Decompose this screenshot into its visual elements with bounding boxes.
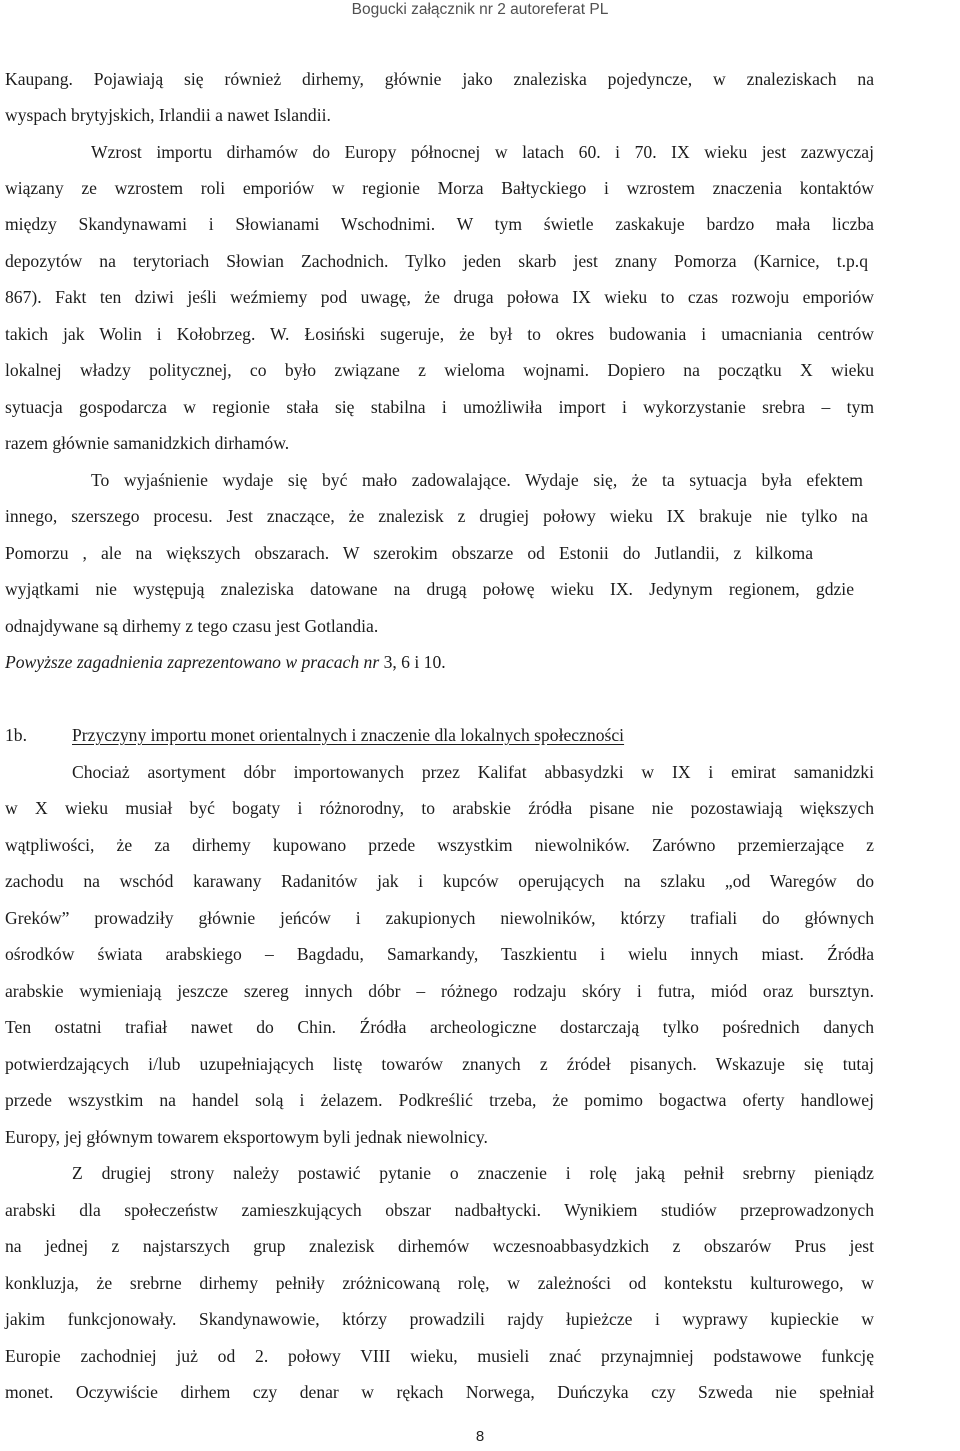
body-line: Pomorzu , ale na większych obszarach. W szerokim obszarze od Estonii do Jutlandii, z kilkoma <box>5 543 813 563</box>
running-header: Bogucki załącznik nr 2 autoreferat PL <box>351 1 609 18</box>
body-line: odnajdywane są dirhemy z tego czasu jest Gotlandia. <box>5 616 379 636</box>
body-line: wiązany ze wzrostem roli emporiów w regionie Morza Bałtyckiego i wzrostem znaczenia kontaktów <box>5 178 874 198</box>
body-line: lokalnej władzy politycznej, co było związane z wieloma wojnami. Dopiero na początku X wieku <box>5 360 874 380</box>
publications-note <box>5 651 446 673</box>
section-line: Z drugiej strony należy postawić pytanie o znaczenie i rolę jaką pełnił srebrny pieniądz <box>72 1163 874 1183</box>
body-line: To wyjaśnienie wydaje się być mało zadowalające. Wydaje się, że ta sytuacja była efektem <box>91 470 863 490</box>
body-line: Wzrost importu dirhamów do Europy północnej w latach 60. i 70. IX wieku jest zazwyczaj <box>91 142 874 162</box>
section-line: konkluzja, że srebrne dirhemy pełniły zróżnicowaną rolę, w zależności od kontekstu kulturowego, w <box>5 1273 874 1293</box>
section-line: jakim funkcjonowały. Skandynawowie, którzy prowadzili rajdy łupieżcze i wyprawy kupieckie w <box>5 1309 874 1329</box>
body-line: innego, szerszego procesu. Jest znaczące, że znalezisk z drugiej połowy wieku IX brakuje nie tylko na <box>5 506 868 526</box>
section-line: Europie zachodniej już od 2. połowy VIII wieku, musieli znać przynajmniej podstawowe funkcję <box>5 1346 874 1366</box>
section-line: arabskie wymieniają jeszcze szereg innych dóbr – różnego rodzaju skóry i futra, miód oraz bursztyn. <box>5 981 874 1001</box>
section-line: Europy, jej głównym towarem eksportowym byli jednak niewolnicy. <box>5 1127 488 1147</box>
section-line: przede wszystkim na handel solą i żelazem. Podkreślić trzeba, że pomimo bogactwa oferty handlowej <box>5 1090 874 1110</box>
body-line: takich jak Wolin i Kołobrzeg. W. Łosiński sugeruje, że był to okres budowania i umacniania centrów <box>5 324 874 344</box>
publications-note-numbers: 3, 6 i 10. <box>379 652 446 672</box>
section-line: na jednej z najstarszych grup znalezisk dirhemów wczesnoabbasydzkich z obszarów Prus jest <box>5 1236 874 1256</box>
body-line: Kaupang. Pojawiają się również dirhemy, głównie jako znaleziska pojedyncze, w znaleziskach na <box>5 69 874 89</box>
section-line: wątpliwości, że za dirhemy kupowano przede wszystkim niewolników. Zarówno przemierzające z <box>5 835 874 855</box>
body-line: depozytów na terytoriach Słowian Zachodnich. Tylko jeden skarb jest znany Pomorza (Karnice, t.p.q <box>5 251 868 271</box>
section-line: monet. Oczywiście dirhem czy denar w rękach Norwega, Duńczyka czy Szweda nie spełniał <box>5 1382 874 1402</box>
section-line: w X wieku musiał być bogaty i różnorodny, to arabskie źródła pisane nie pozostawiają większych <box>5 798 874 818</box>
body-line: między Skandynawami i Słowianami Wschodnimi. W tym świetle zaskakuje bardzo mała liczba <box>5 214 874 234</box>
section-number: 1b. <box>5 725 27 745</box>
body-line: 867). Fakt ten dziwi jeśli weźmiemy pod uwagę, że druga połowa IX wieku to czas rozwoju emporiów <box>5 287 874 307</box>
section-line: Greków” prowadziły głównie jeńców i zakupionych niewolników, którzy trafiali do głównych <box>5 908 874 928</box>
section-title: Przyczyny importu monet orientalnych i znaczenie dla lokalnych społeczności <box>72 725 625 745</box>
publications-note-italic: Powyższe zagadnienia zaprezentowano w pracach nr <box>5 652 380 672</box>
page-number: 8 <box>475 1428 485 1445</box>
section-line: Chociaż asortyment dóbr importowanych przez Kalifat abbasydzki w IX i emirat samanidzki <box>72 762 874 782</box>
section-line: ośrodków świata arabskiego – Bagdadu, Samarkandy, Taszkientu i wielu innych miast. Źródła <box>5 944 874 964</box>
section-line: arabski dla społeczeństw zamieszkujących obszar nadbałtycki. Wynikiem studiów przeprowadzonych <box>5 1200 874 1220</box>
body-line: wyjątkami nie występują znaleziska datowane na drugą połowę wieku IX. Jedynym regionem, gdzie <box>5 579 854 599</box>
body-line: wyspach brytyjskich, Irlandii a nawet Islandii. <box>5 105 331 125</box>
body-line: razem głównie samanidzkich dirhamów. <box>5 433 290 453</box>
body-line: sytuacja gospodarcza w regionie stała się stabilna i umożliwiła import i wykorzystanie srebra – tym <box>5 397 874 417</box>
section-line: Ten ostatni trafiał nawet do Chin. Źródła archeologiczne dostarczają tylko pośrednich danych <box>5 1017 874 1037</box>
section-line: zachodu na wschód karawany Radanitów jak i kupców operujących na szlaku „od Waregów do <box>5 871 874 891</box>
section-line: potwierdzających i/lub uzupełniających listę towarów znanych z źródeł pisanych. Wskazuje się tutaj <box>5 1054 874 1074</box>
